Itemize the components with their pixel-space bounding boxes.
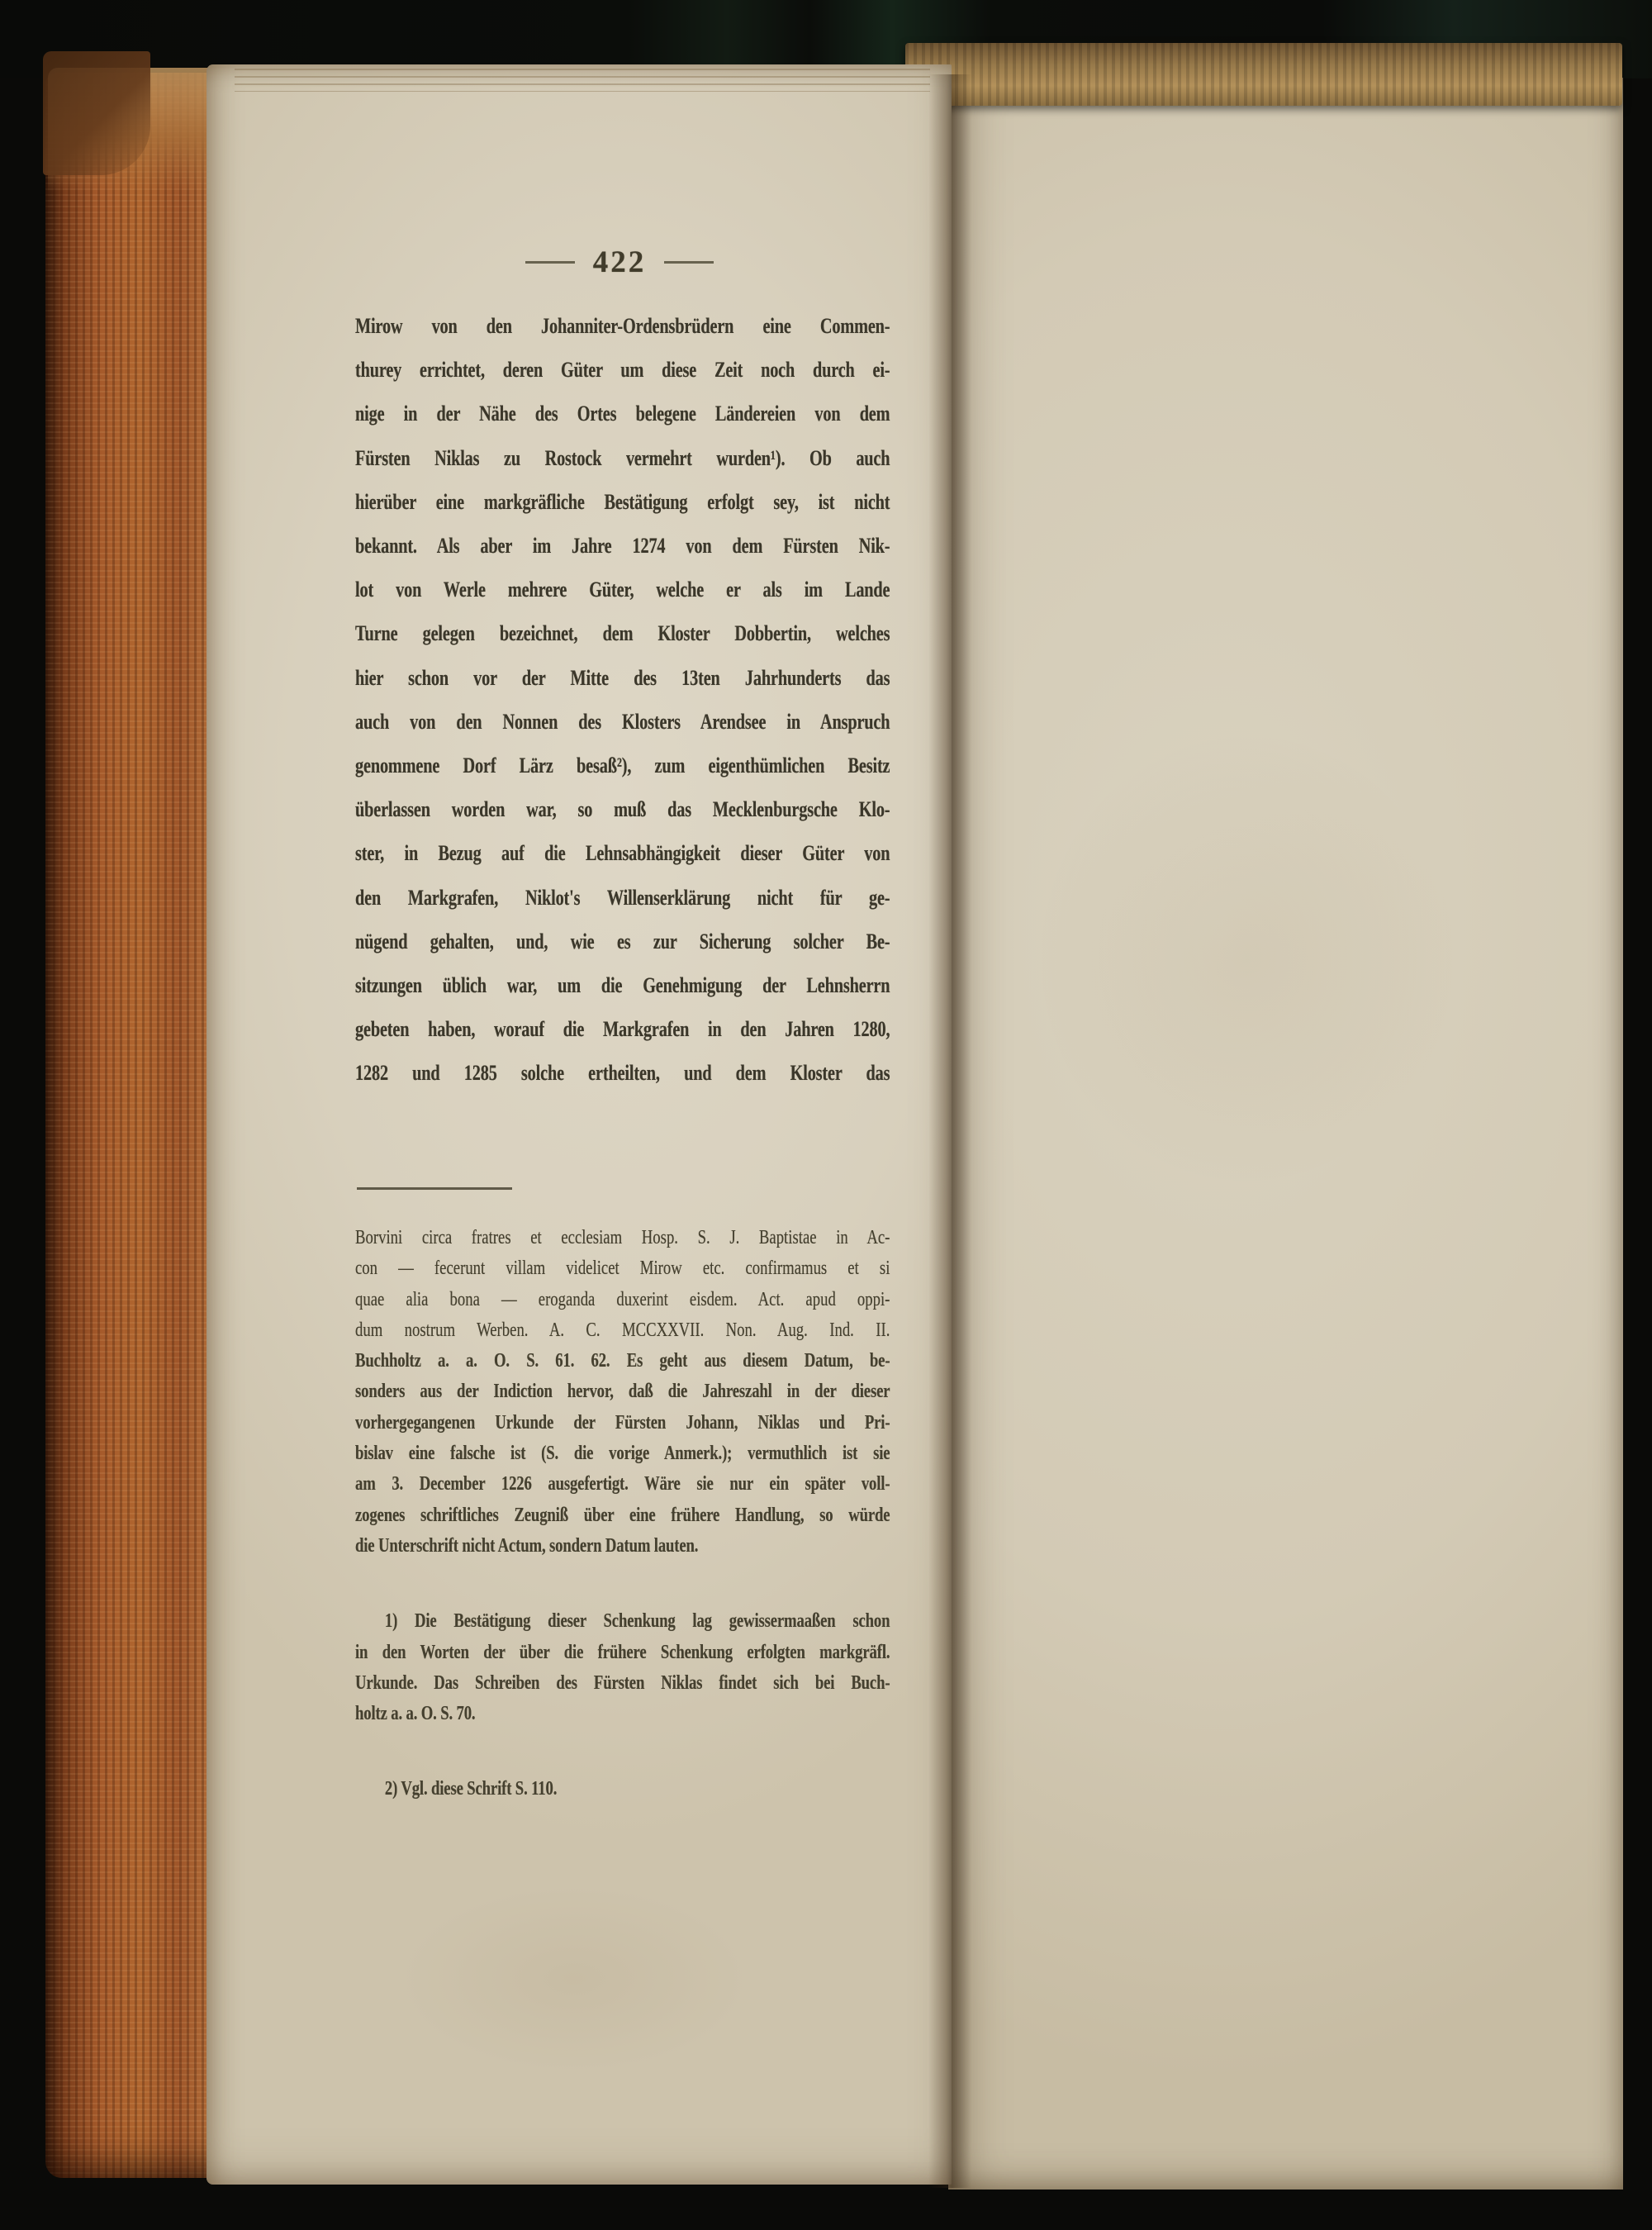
- footnotes: [355, 1223, 890, 1805]
- text-line: Urkunde. Das Schreiben des Fürsten Niklas findet sich bei Buch-: [355, 1671, 890, 1694]
- text-line: am 3. December 1226 ausgefertigt. Wäre sie nur ein später voll-: [355, 1473, 890, 1495]
- footnote-1: [355, 1606, 890, 1729]
- page-header: [458, 245, 781, 280]
- text-line: bislav eine falsche ist (S. die vorige Anmerk.); vermuthlich ist sie: [355, 1443, 890, 1465]
- text-line: dum nostrum Werben. A. C. MCCXXVII. Non. Aug. Ind. II.: [355, 1319, 890, 1341]
- text-line: die Unterschrift nicht Actum, sondern Datum lauten.: [355, 1534, 699, 1557]
- text-line: quae alia bona — eroganda duxerint eisdem. Act. apud oppi-: [355, 1288, 890, 1310]
- text-line: nige in der Nähe des Ortes belegene Ländereien von dem: [355, 402, 890, 426]
- page-number: 422: [592, 245, 647, 279]
- text-line: den Markgrafen, Niklot's Willenserklärung nicht für ge-: [355, 885, 890, 910]
- page-stack-lines: [235, 69, 930, 92]
- main-text-block: [355, 304, 890, 1096]
- text-line: Turne gelegen bezeichnet, dem Kloster Dobbertin, welches: [355, 621, 890, 646]
- page-number-dash: [525, 261, 575, 264]
- text-line: holtz a. a. O. S. 70.: [355, 1703, 476, 1725]
- footnote-continuation-latin: [355, 1223, 890, 1346]
- text-line: ster, in Bezug auf die Lehnsabhängigkeit dieser Güter von: [355, 841, 890, 866]
- text-line: con — fecerunt villam videlicet Mirow etc. confirmamus et si: [355, 1258, 890, 1280]
- text-line: 2) Vgl. diese Schrift S. 110.: [384, 1778, 558, 1800]
- text-line: sonders aus der Indiction hervor, daß die Jahreszahl in der dieser: [355, 1381, 890, 1403]
- text-line: nügend gehalten, und, wie es zur Sicherung solcher Be-: [355, 929, 890, 953]
- text-line: 1282 und 1285 solche ertheilten, und dem Kloster das: [355, 1061, 890, 1086]
- text-line: auch von den Nonnen des Klosters Arendsee in Anspruch: [355, 709, 890, 734]
- text-line: zogenes schriftliches Zeugniß über eine frühere Handlung, so würde: [355, 1504, 890, 1526]
- text-line: Borvini circa fratres et ecclesiam Hosp. S. J. Baptistae in Ac-: [355, 1227, 890, 1248]
- book-gutter-shadow: [928, 74, 971, 2188]
- text-line: hierüber eine markgräfliche Bestätigung erfolgt sey, ist nicht: [355, 489, 890, 514]
- text-line: gebeten haben, worauf die Markgrafen in den Jahren 1280,: [355, 1017, 890, 1042]
- text-line: thurey errichtet, deren Güter um diese Zeit noch durch ei-: [355, 358, 890, 383]
- text-line: 1) Die Bestätigung dieser Schenkung lag gewissermaaßen schon: [384, 1610, 890, 1633]
- text-line: vorhergegangenen Urkunde der Fürsten Johann, Niklas und Pri-: [355, 1411, 890, 1434]
- paper-stain: [1032, 727, 1462, 1190]
- text-line: lot von Werle mehrere Güter, welche er als im Lande: [355, 578, 890, 602]
- text-line: Fürsten Niklas zu Rostock vermehrt wurden¹). Ob auch: [355, 445, 890, 470]
- text-line: Mirow von den Johanniter-Ordensbrüdern eine Commen-: [355, 314, 890, 338]
- text-line: genommene Dorf Lärz besaß²), zum eigenthümlichen Besitz: [355, 754, 890, 778]
- footnote-2: [355, 1774, 890, 1804]
- footnote-separator: [357, 1187, 512, 1190]
- text-line: bekannt. Als aber im Jahre 1274 von dem Fürsten Nik-: [355, 534, 890, 559]
- text-line: sitzungen üblich war, um die Genehmigung der Lehnsherrn: [355, 973, 890, 998]
- text-line: überlassen worden war, so muß das Mecklenburgsche Klo-: [355, 797, 890, 822]
- page-number-dash: [664, 261, 714, 264]
- footnote-continuation-german: [355, 1346, 890, 1562]
- text-line: hier schon vor der Mitte des 13ten Jahrhunderts das: [355, 665, 890, 690]
- text-line: Buchholtz a. a. O. S. 61. 62. Es geht aus diesem Datum, be-: [355, 1350, 890, 1372]
- book-cover-corner: [43, 51, 150, 175]
- right-page-top-edge: [905, 43, 1622, 106]
- text-line: in den Worten der über die frühere Schenkung erfolgten markgräfl.: [355, 1641, 890, 1663]
- paper-stain: [396, 1884, 752, 2074]
